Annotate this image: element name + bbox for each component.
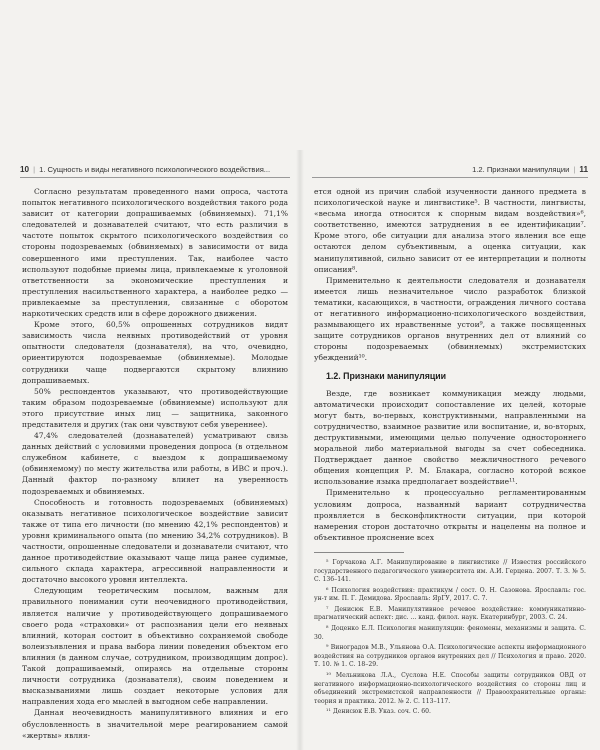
header-separator: | — [573, 165, 576, 174]
body-paragraph: Кроме этого, 60,5% опрошенных сотрудников видят зависимость числа неявных противодействий от уровня опытности следователя (дознавателя), на что, очевидно, ориентируются подозреваемые (обвиняемые). Молодые сотрудники чаще подвергаются скрытому влиянию допрашиваемых. — [22, 320, 288, 385]
book-gutter — [296, 150, 304, 750]
left-header-rule — [20, 177, 290, 178]
footnote: ⁹ Виноградов М.В., Ульянова О.А. Психологические аспекты информационного воздействия на сотрудников органов внутренних дел // Психология и право. 2020. Т. 10. № 1. С. 18–29. — [314, 644, 586, 669]
body-paragraph: 47,4% следователей (дознавателей) усматривают связь данных действий с условиями проведения допроса (в отдельном служебном кабинете, с выездом к допрашиваемому (обвиняемому) по месту жительства или работы, в ИВС и проч.). Данный фактор по-разному влияет на уверенность подозреваемых и обвиняемых. — [22, 431, 288, 496]
right-header-title: 1.2. Признаки манипуляции — [472, 165, 570, 174]
left-header-title: 1. Сущность и виды негативного психологического воздействия... — [39, 165, 271, 174]
right-page-body — [314, 186, 586, 719]
footnote: ⁵ Горчакова А.Г. Манипулирование в лингвистике // Известия российского государственного педагогического университета им. А.И. Герцена. 2007. Т. 3. № 5. С. 136–141. — [314, 558, 586, 584]
left-running-header — [20, 165, 290, 174]
body-paragraph: 50% респондентов указывают, что противодействующие таким образом подозреваемые (обвиняемые) используют для этого присутствие иных лиц — защитника, законного представителя и других (так они чувствуют себя увереннее). — [22, 386, 288, 429]
body-paragraph: Везде, где возникает коммуникация между людьми, автоматически происходит сопоставление их целей, которые могут быть, во-первых, конструктивными, направленными на сотрудничество, взаимное развитие или воспитание, и, во-вторых, деструктивными, имеющими целью получение одностороннего моральной либо материальной выгоды за счет собеседника. Подтверждает данное свойство межличностного речевого общения концепция Р. М. Блакара, согласно которой всякое использование языка предполагает воздействие¹¹. — [314, 388, 586, 487]
body-paragraph: Согласно результатам проведенного нами опроса, частота попыток негативного психологического воздействия такого рода зависит от категории допрашиваемых (обвиняемых). 71,1% следователей и дознавателей считают, что есть различия в частоте попыток скрытого психологического воздействия со стороны подозреваемых (обвиняемых) в зависимости от вида совершенного ими преступления. Так, наиболее часто используют подобные приемы лица, привлекаемые к уголовной ответственности за экономические преступления и преступления насильственного характера, а наиболее редко — привлекаемые за преступления, связанные с оборотом наркотических средств или в сфере дорожного движения. — [22, 187, 288, 319]
right-page-number: 11 — [579, 165, 588, 174]
header-separator: | — [33, 165, 36, 174]
right-running-header — [312, 165, 588, 174]
footnote-rule — [314, 552, 404, 553]
body-paragraph: Применительно к деятельности следователя и дознавателя имеется лишь незначительное число разработок близкой тематики, касающихся, в частности, ограждения личного состава от негативного информационно-психологического воздействия, размывающего их нравственные устои⁹, а также посвященных защите сотрудников органов внутренних дел от влияний со стороны подозреваемых (обвиняемых) экстремистских убеждений¹⁰. — [314, 275, 586, 363]
body-paragraph: Следующим теоретическим посылом, важным для правильного понимания сути неочевидного противодействия, является наличие у противодействующего допрашиваемого своего рода «страховки» от распознания цели его неявных влияний, которая состоит в объективно сохраняемой свободе волеизъявления и права выбора линии поведения объектом его влияния (в данном случае, сотрудником, производящим допрос). Такой допрашиваемый, опираясь на отдельные стороны личности сотрудника (дознавателя), своим поведением и высказываниями лишь создает некоторые условия для направления хода его мыслей в выгодном себе направлении. — [22, 586, 288, 707]
body-paragraph: Применительно к процессуально регламентированным условиям допроса, названный вариант сотрудничества проявляется в бесконфликтности ситуации, при которой намерения сторон достаточно открыты и нацелены на полное и объективное прояснение всех — [314, 488, 586, 542]
footnote: ¹⁰ Мельникова Л.А., Суслова Н.Е. Способы защиты сотрудников ОВД от негативного информационно-психологического воздействия со стороны лиц и объединений экстремистской направленности // Правоохранительные органы: теория и практика. 2012. № 2. С. 113–117. — [314, 672, 586, 705]
footnote: ⁶ Психология воздействия: практикум / сост. О. Н. Сазонова. Ярославль: гос. ун-т им. П. Г. Демидова. Ярославль: ЯрГУ, 2017. С. 7. — [314, 586, 586, 603]
right-header-rule — [312, 177, 588, 178]
footnote: ⁷ Денисюк Е.В. Манипулятивное речевое воздействие: коммуникативно-прагматический аспект: дис. ... канд. филол. наук. Екатеринбург, 2003. С. 24. — [314, 605, 586, 622]
body-paragraph: Способность и готовность подозреваемых (обвиняемых) оказывать негативное психологическое воздействие зависит также от типа его личности (по мнению 42,1% респондентов) и уровня криминального опыта (по мнению 34,2% сотрудников). В частности, опрошенные следователи и дознаватели считают, что данное противодействие оказывают чаще лица ранее судимые, сильного склада характера, агрессивной направленности и достаточно высокого уровня интеллекта. — [22, 497, 288, 585]
footnotes — [314, 559, 586, 717]
footnote: ¹¹ Денисюк Е.В. Указ. соч. С. 60. — [326, 708, 431, 716]
body-paragraph: ется одной из причин слабой изученности данного предмета в психологической науке и лингвистике⁵. В частности, лингвисты, «весьма иногда относятся к спорным видам воздействия»⁶, соответственно, имеются затруднения в ее идентификации⁷. Кроме этого, обе ситуации для анализа этого явления все еще остаются делом субъективным, а оценка ситуации, как манипулятивной, сильно зависит от ее интерпретации и полноты описания⁸. — [314, 187, 586, 274]
body-paragraph: Данная неочевидность манипулятивного влияния и его обусловленность в значительной мере реагированием самой «жертвы» являя- — [22, 708, 288, 740]
section-heading: 1.2. Признаки манипуляции — [326, 370, 447, 381]
left-page-body — [22, 186, 288, 741]
footnote: ⁸ Доценко Е.Л. Психология манипуляции: феномены, механизмы и защита. С. 30. — [314, 625, 586, 641]
left-page-number: 10 — [20, 165, 30, 174]
